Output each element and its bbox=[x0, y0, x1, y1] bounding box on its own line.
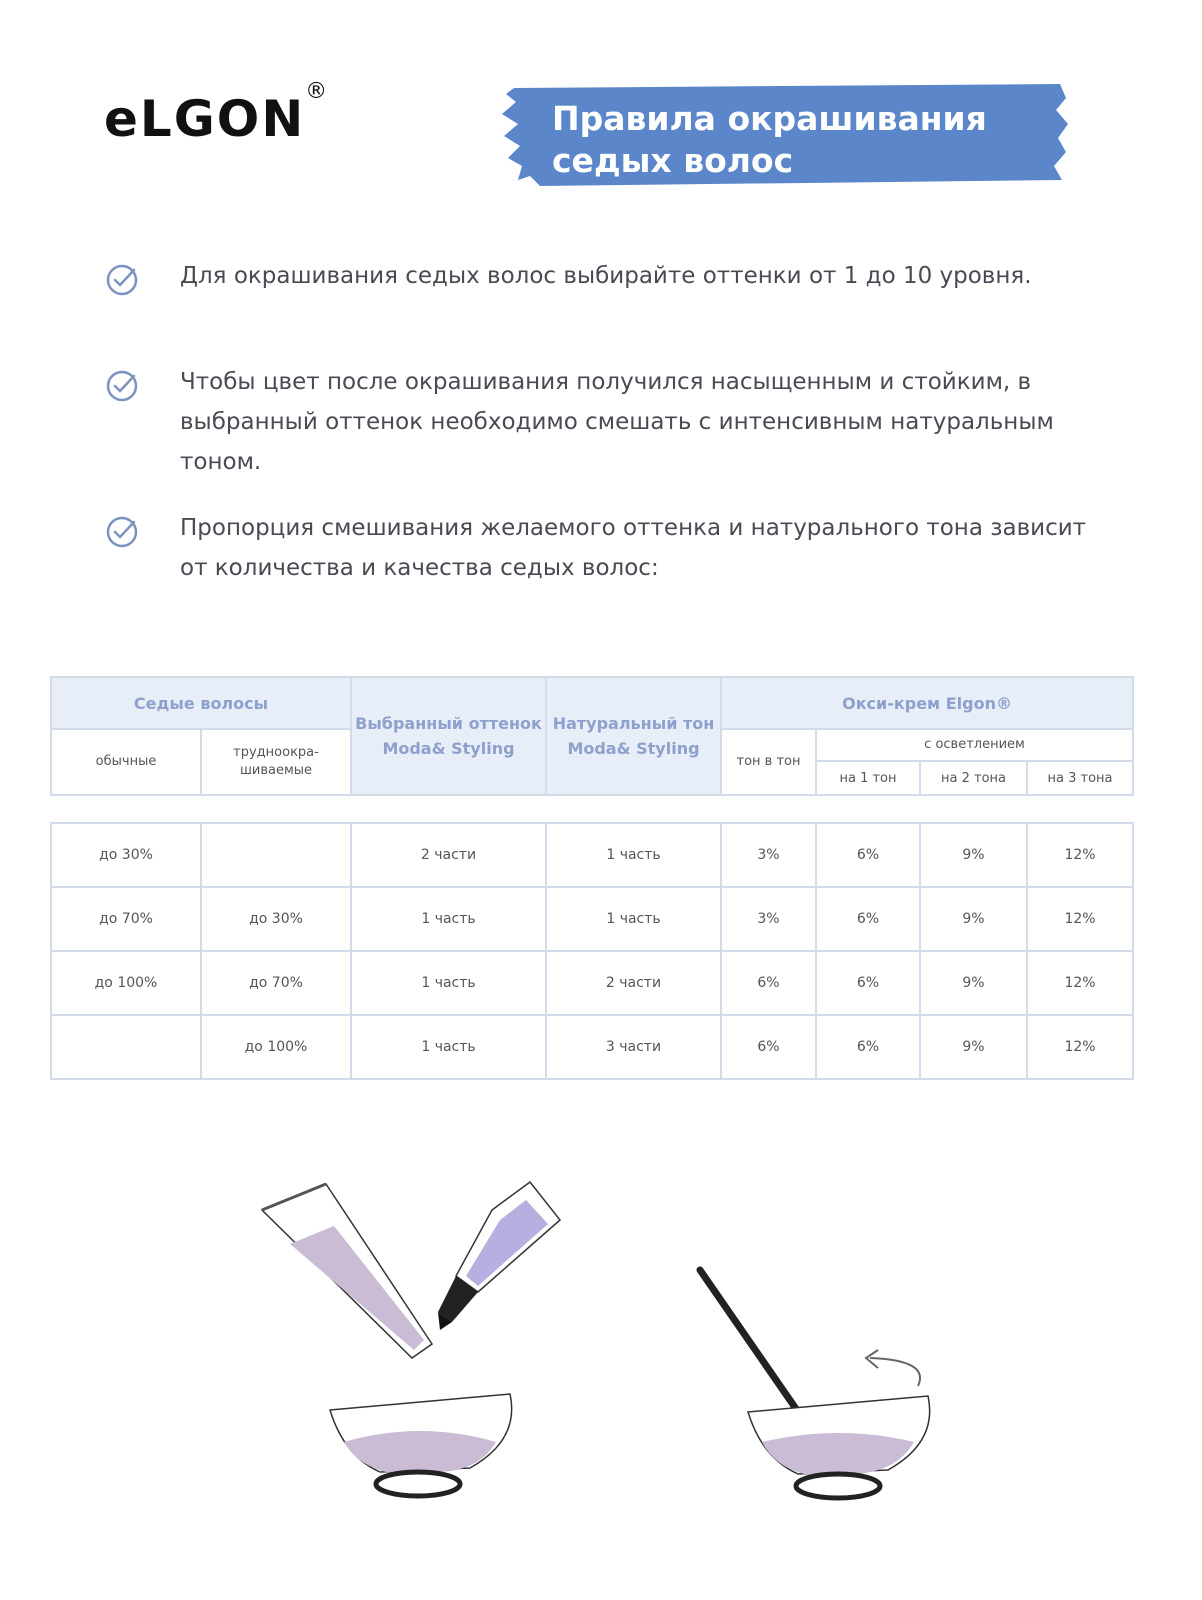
cell-normal: до 30% bbox=[51, 823, 201, 887]
brand-name: eLGON bbox=[104, 90, 306, 148]
page-title-line1: Правила окрашивания bbox=[552, 99, 987, 138]
mixing-bowl-icon bbox=[330, 1394, 512, 1496]
cell-chosen-shade: 1 часть bbox=[351, 951, 546, 1015]
header-one-tone: на 1 тон bbox=[816, 761, 920, 795]
check-circle-icon bbox=[104, 368, 140, 404]
header-two-tones: на 2 тона bbox=[920, 761, 1027, 795]
cell-chosen-shade: 1 часть bbox=[351, 1015, 546, 1079]
header-natural-tone: Натуральный тон Moda& Styling bbox=[546, 677, 721, 795]
check-circle-icon bbox=[104, 514, 140, 550]
cell-tone-on-tone: 6% bbox=[721, 1015, 816, 1079]
table-row bbox=[51, 887, 1133, 951]
bullet-text: Для окрашивания седых волос выбирайте оттенки от 1 до 10 уровня. bbox=[180, 263, 1032, 289]
header-resistant: трудноокра-шиваемые bbox=[201, 729, 351, 795]
cell-two-tones: 9% bbox=[920, 887, 1027, 951]
cell-normal: до 70% bbox=[51, 887, 201, 951]
cell-resistant: до 30% bbox=[201, 887, 351, 951]
table-row bbox=[51, 1015, 1133, 1079]
stir-arrow-icon bbox=[866, 1350, 920, 1386]
table-row bbox=[51, 951, 1133, 1015]
cell-three-tones: 12% bbox=[1027, 951, 1133, 1015]
registered-mark: ® bbox=[305, 79, 330, 105]
cell-three-tones: 12% bbox=[1027, 823, 1133, 887]
cell-normal: до 100% bbox=[51, 951, 201, 1015]
header-normal: обычные bbox=[51, 729, 201, 795]
cell-tone-on-tone: 3% bbox=[721, 823, 816, 887]
cell-one-tone: 6% bbox=[816, 887, 920, 951]
cell-natural-tone: 3 части bbox=[546, 1015, 721, 1079]
cell-natural-tone: 1 часть bbox=[546, 887, 721, 951]
header-gray-hair: Седые волосы bbox=[51, 677, 351, 729]
page-title bbox=[552, 98, 1052, 182]
cell-resistant bbox=[201, 823, 351, 887]
cell-two-tones: 9% bbox=[920, 823, 1027, 887]
table-row bbox=[51, 823, 1133, 887]
header-with-lightening: с осветлением bbox=[816, 729, 1133, 761]
mixing-table-body bbox=[50, 822, 1134, 1080]
tube-icon bbox=[262, 1184, 432, 1358]
brand-logo bbox=[104, 79, 330, 148]
cell-normal bbox=[51, 1015, 201, 1079]
cell-one-tone: 6% bbox=[816, 1015, 920, 1079]
mixing-illustration bbox=[0, 1180, 1202, 1580]
cell-two-tones: 9% bbox=[920, 1015, 1027, 1079]
cell-chosen-shade: 2 части bbox=[351, 823, 546, 887]
cell-natural-tone: 1 часть bbox=[546, 823, 721, 887]
bottle-icon bbox=[438, 1182, 560, 1330]
cell-one-tone: 6% bbox=[816, 951, 920, 1015]
cell-natural-tone: 2 части bbox=[546, 951, 721, 1015]
title-banner bbox=[500, 80, 1070, 190]
header-oxy-cream: Окси-крем Elgon® bbox=[721, 677, 1133, 729]
bullet-text: Чтобы цвет после окрашивания получился насыщенным и стойким, в выбранный оттенок необходимо смешать с интенсивным натуральным тоном. bbox=[180, 369, 1054, 475]
header-tone-on-tone: тон в тон bbox=[721, 729, 816, 795]
cell-three-tones: 12% bbox=[1027, 1015, 1133, 1079]
header-chosen-shade: Выбранный оттенок Moda& Styling bbox=[351, 677, 546, 795]
cell-tone-on-tone: 6% bbox=[721, 951, 816, 1015]
page-title-line2: седых волос bbox=[552, 141, 794, 180]
cell-three-tones: 12% bbox=[1027, 887, 1133, 951]
header-three-tones: на 3 тона bbox=[1027, 761, 1133, 795]
cell-resistant: до 100% bbox=[201, 1015, 351, 1079]
check-circle-icon bbox=[104, 262, 140, 298]
cell-tone-on-tone: 3% bbox=[721, 887, 816, 951]
cell-two-tones: 9% bbox=[920, 951, 1027, 1015]
cell-one-tone: 6% bbox=[816, 823, 920, 887]
bullet-text: Пропорция смешивания желаемого оттенка и натурального тона зависит от количества и качества седых волос: bbox=[180, 515, 1087, 581]
cell-resistant: до 70% bbox=[201, 951, 351, 1015]
mixing-bowl-icon bbox=[748, 1396, 930, 1498]
mixing-table-header bbox=[50, 676, 1134, 796]
cell-chosen-shade: 1 часть bbox=[351, 887, 546, 951]
